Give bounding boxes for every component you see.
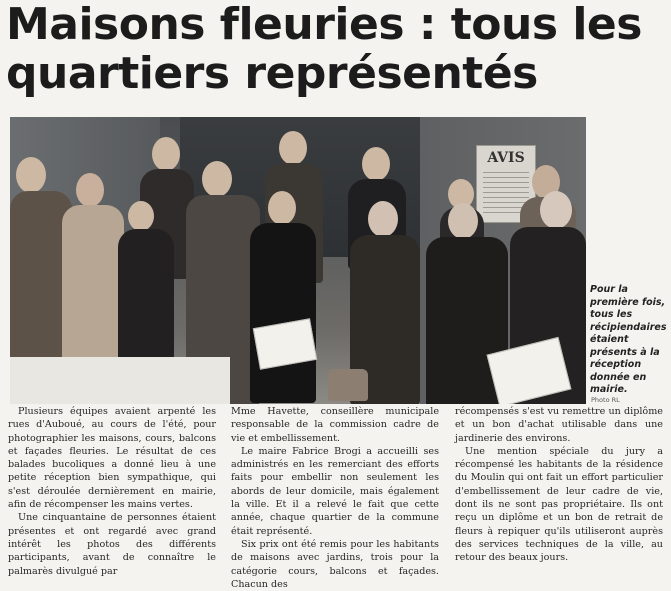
handbag bbox=[328, 369, 368, 401]
article-paragraph: récompensés s'est vu remettre un diplôme et un bon d'achat utilisable dans une jardinerie des environs. bbox=[455, 406, 663, 444]
headline: Maisons fleuries : tous les quartiers représentés bbox=[6, 0, 642, 99]
photo-credit: Photo RL bbox=[591, 396, 620, 404]
article-paragraph: Plusieurs équipes avaient arpenté les rues d'Auboué, au cours de l'été, pour photographier les maisons, cours, balcons et façades fleuries. Le résultat de ces balades bucoliques a donné lieu à une petite réception bien sympathique, qui s'est déroulée dernièrement en mairie, afin de récompenser les mains vertes. bbox=[8, 406, 216, 511]
article-column-1 bbox=[8, 405, 216, 578]
article-paragraph: Le maire Fabrice Brogi a accueilli ses administrés en les remerciant des efforts faits pour embellir non seulement les abords de leur domicile, mais également la ville. Et il a relevé le fait que cette année, chaque quartier de la commune était représenté. bbox=[231, 445, 439, 537]
notice-board-title: AVIS bbox=[487, 150, 525, 166]
article-paragraph: Mme Havette, conseillère municipale responsable de la commission cadre de vie et embellissement. bbox=[231, 406, 439, 444]
article-column-2 bbox=[231, 405, 439, 591]
reception-table bbox=[10, 357, 230, 404]
article-paragraph: Une cinquantaine de personnes étaient présentes et ont regardé avec grand intérêt les photos des différents participants, avant de connaître le palmarès divulgué par bbox=[8, 512, 216, 577]
article-paragraph: Six prix ont été remis pour les habitants de maisons avec jardins, trois pour la catégorie cours, balcons et façades. Chacun des bbox=[231, 538, 439, 590]
article-column-3 bbox=[455, 405, 663, 565]
photo-caption: Pour la première fois, tous les récipiendaires étaient présents à la réception donnée en mairie. bbox=[590, 284, 667, 395]
group-photo bbox=[10, 117, 586, 404]
article-paragraph: Une mention spéciale du jury a récompensé les habitants de la résidence du Moulin qui ont fait un effort particulier d'embellissement de leur cadre de vie, dont ils ne sont pas propriétaire. Ils ont reçu un diplôme et un bon de retrait de fleurs à repiquer qu'ils utiliseront auprès des services techniques de la ville, au retour des beaux jours. bbox=[455, 445, 663, 564]
